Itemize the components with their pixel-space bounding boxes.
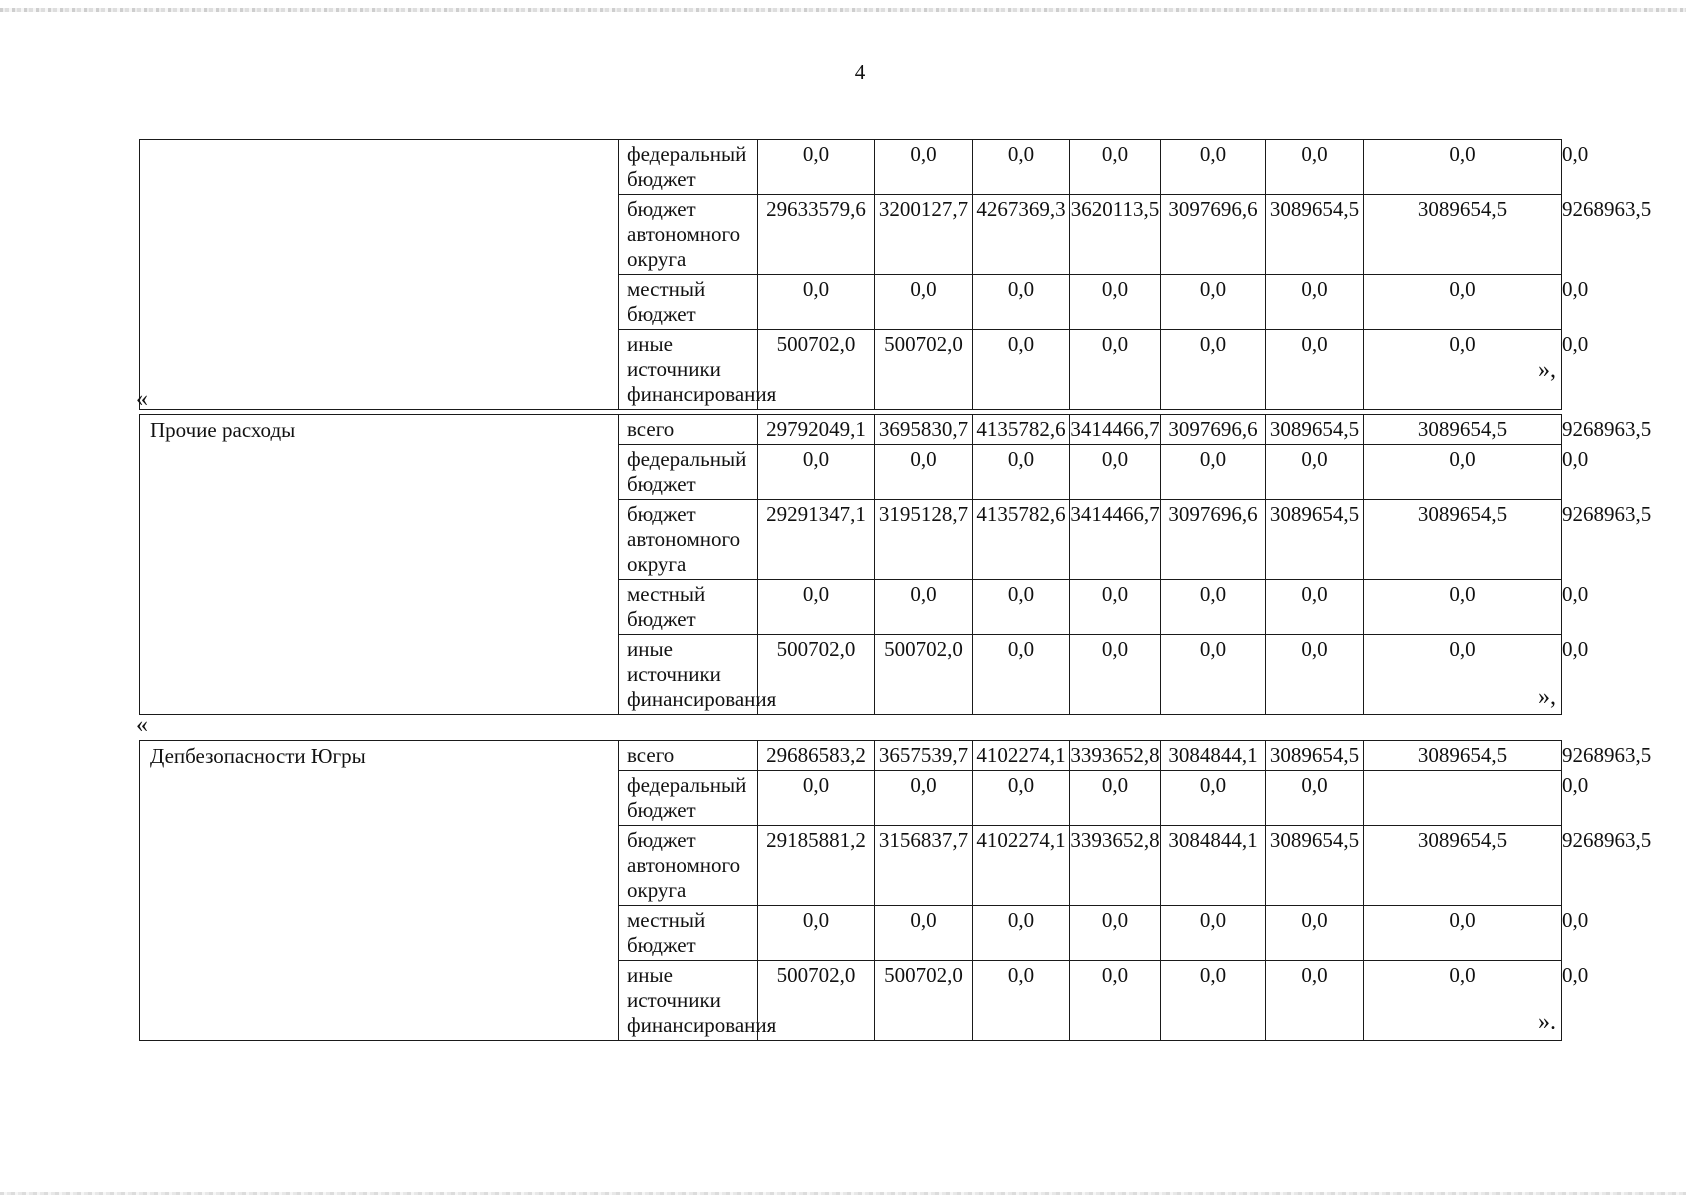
amount-cell: 0,0 xyxy=(973,140,1070,195)
amount-cell: 0,0 xyxy=(1161,961,1266,1041)
table-row: иные источники финансирования 500702,0 500702,0 0,0 0,0 0,0 0,0 0,0 0,0 xyxy=(140,635,1562,715)
amount-cell: 29185881,2 xyxy=(758,826,875,906)
amount-cell: 4102274,1 xyxy=(973,741,1070,771)
table-row: федеральный бюджет 0,0 0,0 0,0 0,0 0,0 0,0 0,0 xyxy=(140,771,1562,826)
amount-cell: 0,0 xyxy=(758,580,875,635)
amount-cell: 0,0 xyxy=(973,580,1070,635)
amount-cell: 0,0 xyxy=(758,906,875,961)
amount-cell: 0,0 xyxy=(973,906,1070,961)
funding-source: иные источники финансирования xyxy=(619,330,758,410)
amount-cell: 0,0 xyxy=(875,580,973,635)
funding-source: бюджет автономного округа xyxy=(619,195,758,275)
funding-source: федеральный бюджет xyxy=(619,140,758,195)
amount-cell: 0,0 xyxy=(1266,961,1364,1041)
amount-cell: 4102274,1 xyxy=(973,826,1070,906)
amount-cell: 0,0 xyxy=(1364,275,1562,330)
amount-cell: 0,0 xyxy=(1161,635,1266,715)
amount-cell: 3393652,8 xyxy=(1070,826,1161,906)
amount-cell: 3089654,5 xyxy=(1364,826,1562,906)
amount-cell: 0,0 xyxy=(1364,580,1562,635)
amount-cell: 500702,0 xyxy=(875,330,973,410)
amount-cell: 29291347,1 xyxy=(758,500,875,580)
amount-cell: 0,0 xyxy=(875,140,973,195)
amount-cell: 500702,0 xyxy=(758,330,875,410)
amount-cell: 3089654,5 xyxy=(1364,415,1562,445)
funding-source: местный бюджет xyxy=(619,580,758,635)
funding-source: бюджет автономного округа xyxy=(619,826,758,906)
amount-cell: 0,0 xyxy=(1266,330,1364,410)
table-row: Депбезопасности Югры всего 29686583,2 3657539,7 4102274,1 3393652,8 3084844,1 3089654,5 3089654,5 9268963,5 xyxy=(140,741,1562,771)
amount-cell: 0,0 xyxy=(875,275,973,330)
expense-item-name: Депбезопасности Югры xyxy=(140,741,619,1041)
amount-cell: 29792049,1 xyxy=(758,415,875,445)
amount-cell: 3097696,6 xyxy=(1161,195,1266,275)
amount-cell: 3195128,7 xyxy=(875,500,973,580)
amount-cell: 29686583,2 xyxy=(758,741,875,771)
table-row: федеральный бюджет 0,0 0,0 0,0 0,0 0,0 0,0 0,0 0,0 xyxy=(140,445,1562,500)
expense-item-name xyxy=(140,140,619,410)
amount-cell: 500702,0 xyxy=(758,635,875,715)
amount-cell: 0,0 xyxy=(1364,445,1562,500)
amount-cell: 0,0 xyxy=(875,445,973,500)
closing-quote: », xyxy=(1538,684,1556,710)
amount-cell: 3089654,5 xyxy=(1364,195,1562,275)
amount-cell: 3089654,5 xyxy=(1266,415,1364,445)
amount-cell: 4267369,3 xyxy=(973,195,1070,275)
amount-cell: 0,0 xyxy=(875,771,973,826)
amount-cell: 3414466,7 xyxy=(1070,500,1161,580)
funding-source: иные источники финансирования xyxy=(619,961,758,1041)
scan-artifact-bottom xyxy=(0,1192,1686,1195)
amount-cell: 3156837,7 xyxy=(875,826,973,906)
amount-cell: 0,0 xyxy=(973,635,1070,715)
amount-cell: 0,0 xyxy=(1070,330,1161,410)
amount-cell: 3695830,7 xyxy=(875,415,973,445)
amount-cell: 0,0 xyxy=(1266,580,1364,635)
amount-cell: 500702,0 xyxy=(758,961,875,1041)
amount-cell: 3200127,7 xyxy=(875,195,973,275)
financing-table xyxy=(139,139,1652,410)
funding-source: местный бюджет xyxy=(619,906,758,961)
amount-cell: 0,0 xyxy=(1070,906,1161,961)
amount-cell: 500702,0 xyxy=(875,635,973,715)
amount-cell: 3097696,6 xyxy=(1161,415,1266,445)
amount-cell: 0,0 xyxy=(1161,445,1266,500)
table-row: бюджет автономного округа 29291347,1 3195128,7 4135782,6 3414466,7 3097696,6 3089654,5 3089654,5 9268963,5 xyxy=(140,500,1562,580)
funding-source: местный бюджет xyxy=(619,275,758,330)
amount-cell: 0,0 xyxy=(1070,635,1161,715)
table-row: местный бюджет 0,0 0,0 0,0 0,0 0,0 0,0 0,0 0,0 xyxy=(140,275,1562,330)
amount-cell: 0,0 xyxy=(973,275,1070,330)
table-row: иные источники финансирования 500702,0 500702,0 0,0 0,0 0,0 0,0 0,0 0,0 xyxy=(140,330,1562,410)
amount-cell: 0,0 xyxy=(1266,771,1364,826)
amount-cell: 3657539,7 xyxy=(875,741,973,771)
amount-cell: 3089654,5 xyxy=(1364,741,1562,771)
financing-table xyxy=(139,740,1652,1041)
scan-artifact-top xyxy=(0,8,1686,12)
amount-cell: 3089654,5 xyxy=(1266,826,1364,906)
amount-cell: 3097696,6 xyxy=(1161,500,1266,580)
table-row: федеральный бюджет 0,0 0,0 0,0 0,0 0,0 0,0 0,0 0,0 xyxy=(140,140,1562,195)
amount-cell: 0,0 xyxy=(1070,140,1161,195)
funding-source: иные источники финансирования xyxy=(619,635,758,715)
amount-cell: 3089654,5 xyxy=(1266,741,1364,771)
amount-cell xyxy=(1364,771,1562,826)
table-row: бюджет автономного округа 29633579,6 3200127,7 4267369,3 3620113,5 3097696,6 3089654,5 3089654,5 9268963,5 xyxy=(140,195,1562,275)
table-row: Прочие расходы всего 29792049,1 3695830,7 4135782,6 3414466,7 3097696,6 3089654,5 3089654,5 9268963,5 xyxy=(140,415,1562,445)
amount-cell: 0,0 xyxy=(1161,275,1266,330)
amount-cell: 0,0 xyxy=(973,445,1070,500)
opening-quote: « xyxy=(136,386,148,412)
amount-cell: 0,0 xyxy=(973,771,1070,826)
amount-cell: 0,0 xyxy=(1266,275,1364,330)
funding-source: бюджет автономного округа xyxy=(619,500,758,580)
amount-cell: 0,0 xyxy=(758,140,875,195)
funding-source: всего xyxy=(619,415,758,445)
expense-item-name: Прочие расходы xyxy=(140,415,619,715)
amount-cell: 0,0 xyxy=(1070,771,1161,826)
financing-table xyxy=(139,414,1652,715)
table-row: иные источники финансирования 500702,0 500702,0 0,0 0,0 0,0 0,0 0,0 0,0 xyxy=(140,961,1562,1041)
table-row: местный бюджет 0,0 0,0 0,0 0,0 0,0 0,0 0,0 0,0 xyxy=(140,906,1562,961)
amount-cell: 0,0 xyxy=(1266,635,1364,715)
amount-cell: 0,0 xyxy=(1070,275,1161,330)
amount-cell: 29633579,6 xyxy=(758,195,875,275)
opening-quote: « xyxy=(136,712,148,738)
amount-cell: 3414466,7 xyxy=(1070,415,1161,445)
amount-cell: 0,0 xyxy=(1161,771,1266,826)
amount-cell: 0,0 xyxy=(1266,445,1364,500)
funding-source: всего xyxy=(619,741,758,771)
amount-cell: 4135782,6 xyxy=(973,500,1070,580)
amount-cell: 3089654,5 xyxy=(1364,500,1562,580)
table-row: бюджет автономного округа 29185881,2 3156837,7 4102274,1 3393652,8 3084844,1 3089654,5 3089654,5 9268963,5 xyxy=(140,826,1562,906)
amount-cell: 3084844,1 xyxy=(1161,741,1266,771)
amount-cell: 500702,0 xyxy=(875,961,973,1041)
amount-cell: 0,0 xyxy=(1364,906,1562,961)
amount-cell: 0,0 xyxy=(1070,445,1161,500)
amount-cell: 0,0 xyxy=(758,275,875,330)
amount-cell: 3089654,5 xyxy=(1266,500,1364,580)
amount-cell: 0,0 xyxy=(1364,330,1562,410)
amount-cell: 3620113,5 xyxy=(1070,195,1161,275)
amount-cell: 4135782,6 xyxy=(973,415,1070,445)
amount-cell: 3393652,8 xyxy=(1070,741,1161,771)
amount-cell: 0,0 xyxy=(1070,961,1161,1041)
amount-cell: 0,0 xyxy=(1266,140,1364,195)
closing-quote: ». xyxy=(1538,1009,1556,1035)
amount-cell: 0,0 xyxy=(973,961,1070,1041)
amount-cell: 0,0 xyxy=(1161,330,1266,410)
funding-source: федеральный бюджет xyxy=(619,445,758,500)
amount-cell: 0,0 xyxy=(758,771,875,826)
amount-cell: 0,0 xyxy=(1364,635,1562,715)
amount-cell: 0,0 xyxy=(1364,961,1562,1041)
table-row: местный бюджет 0,0 0,0 0,0 0,0 0,0 0,0 0,0 0,0 xyxy=(140,580,1562,635)
amount-cell: 0,0 xyxy=(1161,580,1266,635)
amount-cell: 0,0 xyxy=(1266,906,1364,961)
closing-quote: », xyxy=(1538,357,1556,383)
amount-cell: 3089654,5 xyxy=(1266,195,1364,275)
amount-cell: 0,0 xyxy=(1161,140,1266,195)
amount-cell: 0,0 xyxy=(1070,580,1161,635)
amount-cell: 0,0 xyxy=(973,330,1070,410)
amount-cell: 0,0 xyxy=(1364,140,1562,195)
amount-cell: 0,0 xyxy=(1161,906,1266,961)
amount-cell: 0,0 xyxy=(758,445,875,500)
funding-source: федеральный бюджет xyxy=(619,771,758,826)
amount-cell: 3084844,1 xyxy=(1161,826,1266,906)
amount-cell: 0,0 xyxy=(875,906,973,961)
page-number: 4 xyxy=(854,60,866,84)
